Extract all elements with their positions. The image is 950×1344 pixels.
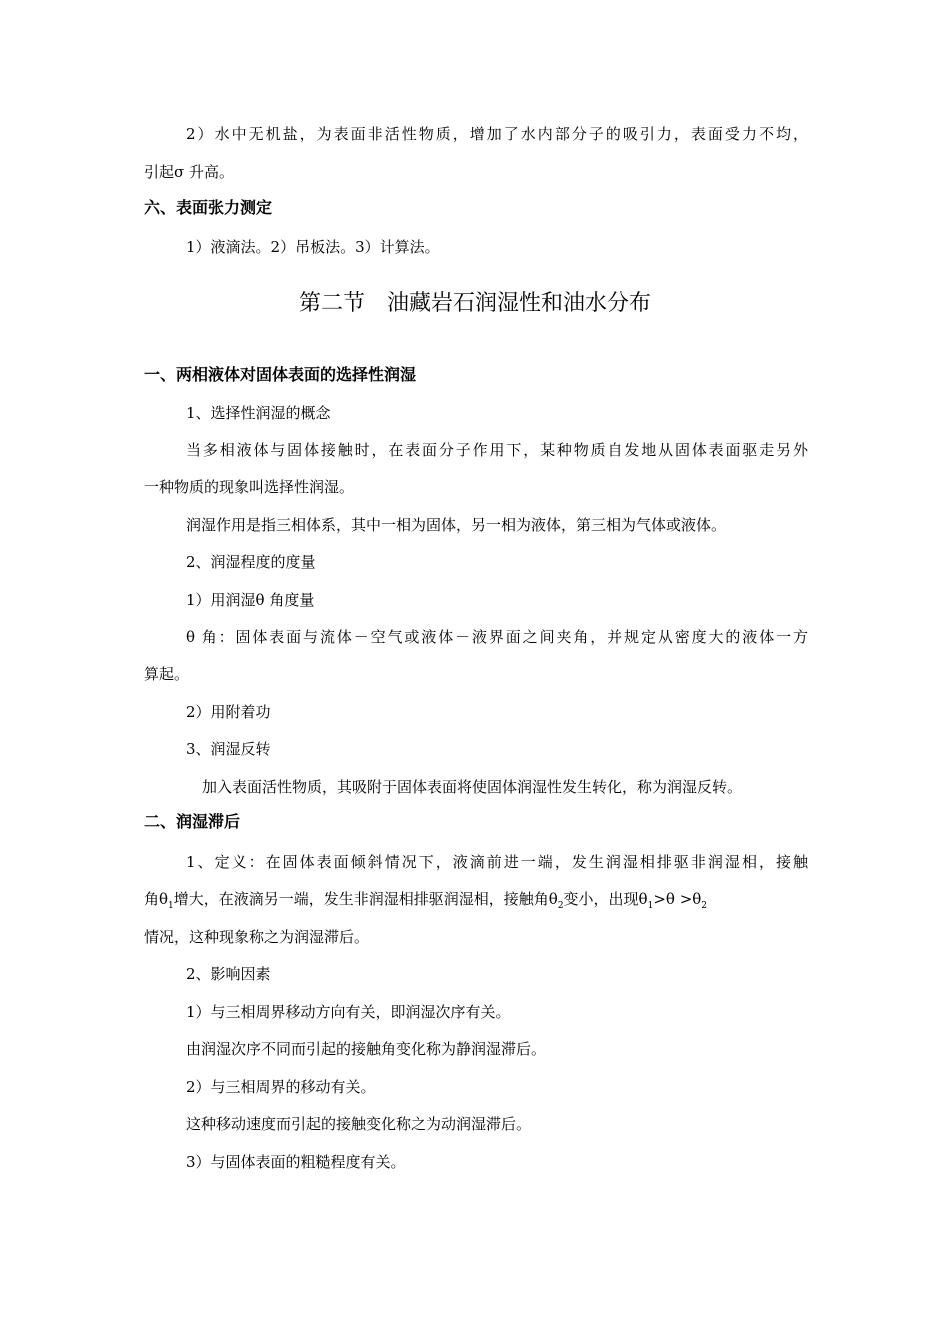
paragraph-methods: 1）液滴法。2）吊板法。3）计算法。: [186, 238, 440, 256]
heading-selective-wetting: 一、两相液体对固体表面的选择性润湿: [144, 365, 417, 384]
paragraph-wetting-angle: 1）用润湿θ 角度量: [186, 591, 315, 609]
section-name: 油藏岩石润湿性和油水分布: [387, 291, 652, 316]
paragraph-definition-line2: 一种物质的现象叫选择性润湿。: [144, 478, 355, 496]
paragraph-adhesion-work: 2）用附着功: [186, 703, 271, 721]
paragraph-factor-2-description: 这种移动速度而引起的接触变化称之为动润湿滞后。: [186, 1115, 532, 1133]
paragraph-salt-line2: 引起σ 升高。: [144, 163, 235, 181]
text-segment: 变小，出现θ: [563, 890, 648, 908]
subscript: 1: [168, 901, 174, 911]
paragraph-factor-1-description: 由润湿次序不同而引起的接触角变化称为静润湿滞后。: [186, 1040, 547, 1058]
text-segment: 角θ: [144, 890, 169, 908]
subscript: 2: [701, 901, 708, 911]
paragraph-hysteresis-line1: 1、定义：在固体表面倾斜情况下，液滴前进一端，发生润湿相排驱非润湿相，接触: [186, 853, 808, 871]
paragraph-wetting-degree: 2、润湿程度的度量: [186, 553, 316, 571]
paragraph-definition-line1: 当多相液体与固体接触时，在表面分子作用下，某种物质自发地从固体表面驱走另外: [186, 441, 808, 459]
heading-surface-tension-measurement: 六、表面张力测定: [144, 198, 273, 217]
heading-wetting-hysteresis: 二、润湿滞后: [144, 812, 241, 831]
paragraph-theta-line1: θ 角：固体表面与流体－空气或液体－液界面之间夹角，并规定从密度大的液体一方: [186, 628, 808, 646]
paragraph-factor-3: 3）与固体表面的粗糙程度有关。: [186, 1153, 406, 1171]
paragraph-factor-1: 1）与三相周界移动方向有关，即润湿次序有关。: [186, 1003, 511, 1021]
paragraph-theta-line2: 算起。: [144, 665, 190, 683]
paragraph-hysteresis-line2: [144, 889, 707, 916]
paragraph-factors: 2、影响因素: [186, 965, 271, 983]
paragraph-factor-2: 2）与三相周界的移动有关。: [186, 1078, 376, 1096]
subscript: 2: [557, 901, 564, 911]
section-title: [0, 290, 950, 318]
paragraph-wetting-reversal: 3、润湿反转: [186, 740, 271, 758]
subscript: 1: [647, 901, 654, 911]
paragraph-hysteresis-line3: 情况，这种现象称之为润湿滞后。: [144, 928, 370, 946]
section-number: 第二节: [298, 291, 365, 316]
paragraph-concept: 1、选择性润湿的概念: [186, 404, 331, 422]
paragraph-three-phase: 润湿作用是指三相体系，其中一相为固体，另一相为液体，第三相为气体或液体。: [186, 516, 727, 534]
paragraph-salt-line1: 2）水中无机盐，为表面非活性物质，增加了水内部分子的吸引力，表面受力不均，: [186, 125, 808, 143]
text-segment: >θ >θ: [653, 890, 702, 908]
text-segment: 增大，在液滴另一端，发生非润湿相排驱润湿相，接触角θ: [173, 890, 558, 908]
paragraph-reversal-definition: 加入表面活性物质，其吸附于固体表面将使固体润湿性发生转化，称为润湿反转。: [202, 778, 743, 796]
